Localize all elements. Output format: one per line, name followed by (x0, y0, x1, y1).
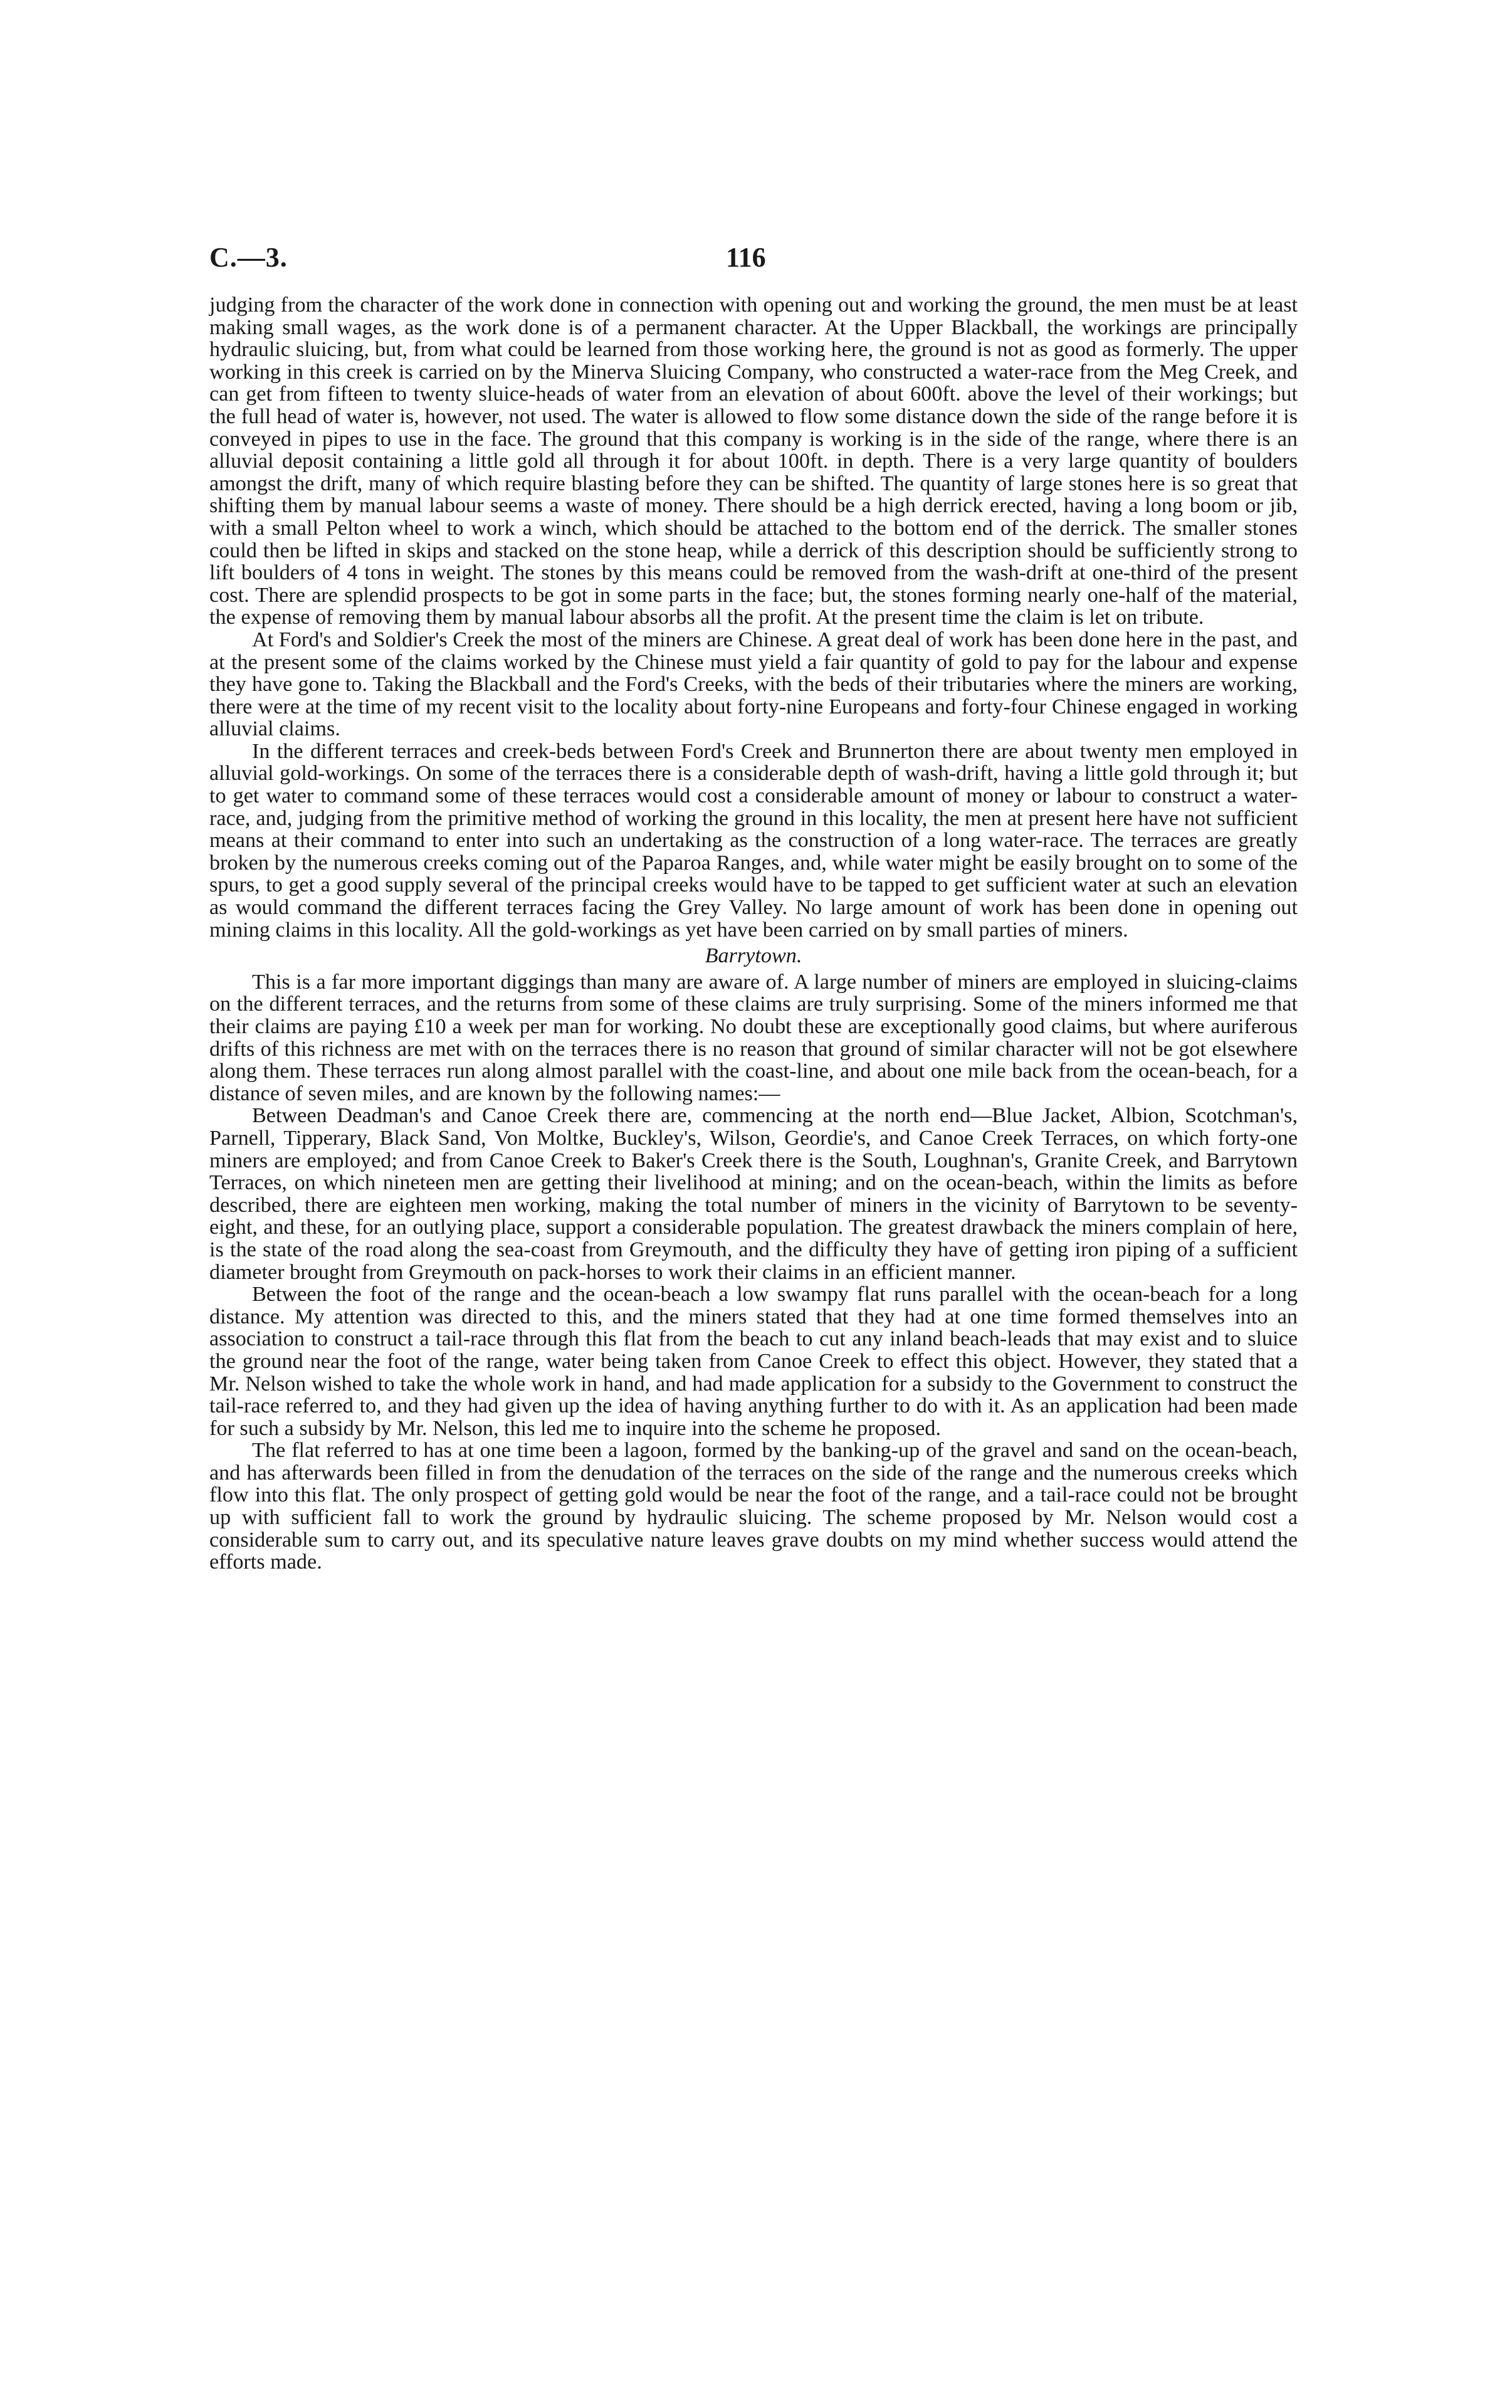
paragraph: In the different terraces and creek-beds between Ford's Creek and Brunnerton there are about twenty men employed in alluvial gold-workings. On some of the terraces there is a considerable depth of wash-drift, having a little gold through it; but to get water to command some of these terraces would cost a considerable amount of money or labour to construct a water-race, and, judging from the primitive method of working the ground in this locality, the men at present here have not sufficient means at their command to enter into such an undertaking as the construction of a long water-race. The terraces are greatly broken by the numerous creeks coming out of the Paparoa Ranges, and, while water might be easily brought on to some of the spurs, to get a good supply several of the principal creeks would have to be tapped to get sufficient water at such an elevation as would command the different terraces facing the Grey Valley. No large amount of work has been done in opening out mining claims in this locality. All the gold-workings as yet have been carried on by small parties of miners. (209, 739, 1298, 942)
paragraph: At Ford's and Soldier's Creek the most of the miners are Chinese. A great deal of work has been done here in the past, and at the present some of the claims worked by the Chinese must yield a fair quantity of gold to pay for the labour and expense they have gone to. Taking the Blackball and the Ford's Creeks, with the beds of their tributaries where the miners are working, there were at the time of my recent visit to the locality about forty-nine Europeans and forty-four Chinese engaged in working alluvial claims. (209, 628, 1298, 741)
body-text (209, 294, 1298, 1574)
section-heading: Barrytown. (705, 944, 802, 968)
document-page (209, 241, 1298, 1574)
paragraph: Between Deadman's and Canoe Creek there are, commencing at the north end—Blue Jacket, Albion, Scotchman's, Parnell, Tipperary, Black Sand, Von Moltke, Buckley's, Wilson, Geordie's, and Canoe Creek Terraces, on which forty-one miners are employed; and from Canoe Creek to Baker's Creek there is the South, Loughnan's, Granite Creek, and Barrytown Terraces, on which nineteen men are getting their livelihood at mining; and on the ocean-beach, within the limits as before described, there are eighteen men working, making the total number of miners in the vicinity of Barrytown to be seventy-eight, and these, for an outlying place, support a considerable population. The greatest drawback the miners complain of here, is the state of the road along the sea-coast from Greymouth, and the difficulty they have of getting iron piping of a sufficient diameter brought from Greymouth on pack-horses to work their claims in an efficient manner. (209, 1104, 1298, 1284)
document-reference: C.—3. (209, 242, 288, 273)
paragraph: Between the foot of the range and the ocean-beach a low swampy flat runs parallel with the ocean-beach for a long distance. My attention was directed to this, and the miners stated that they had at one time formed themselves into an association to construct a tail-race through this flat from the beach to cut any inland beach-leads that may exist and to sluice the ground near the foot of the range, water being taken from Canoe Creek to effect this object. However, they stated that a Mr. Nelson wished to take the whole work in hand, and had made application for a subsidy to the Government to construct the tail-race referred to, and they had given up the idea of having anything further to do with it. As an application had been made for such a subsidy by Mr. Nelson, this led me to inquire into the scheme he proposed. (209, 1283, 1298, 1440)
paragraph: The flat referred to has at one time been a lagoon, formed by the banking-up of the gravel and sand on the ocean-beach, and has afterwards been filled in from the denudation of the terraces on the side of the range and the numerous creeks which flow into this flat. The only prospect of getting gold would be near the foot of the range, and a tail-race could not be brought up with sufficient fall to work the ground by hydraulic sluicing. The scheme proposed by Mr. Nelson would cost a considerable sum to carry out, and its speculative nature leaves grave doubts on my mind whether success would attend the efforts made. (209, 1439, 1298, 1574)
paragraph: This is a far more important diggings than many are aware of. A large number of miners are employed in sluicing-claims on the different terraces, and the returns from some of these claims are truly surprising. Some of the miners informed me that their claims are paying £10 a week per man for working. No doubt these are exceptionally good claims, but where auriferous drifts of this richness are met with on the terraces there is no reason that ground of similar character will not be got elsewhere along them. These terraces run along almost parallel with the coast-line, and about one mile back from the ocean-beach, for a distance of seven miles, and are known by the following names:— (209, 970, 1298, 1105)
page-number: 116 (726, 242, 766, 273)
page-header (209, 241, 1298, 287)
paragraph: judging from the character of the work done in connection with opening out and working the ground, the men must be at least making small wages, as the work done is of a permanent character. At the Upper Blackball, the workings are principally hydraulic sluicing, but, from what could be learned from those working here, the ground is not as good as formerly. The upper working in this creek is carried on by the Minerva Sluicing Company, who constructed a water-race from the Meg Creek, and can get from fifteen to twenty sluice-heads of water from an elevation of about 600ft. above the level of their workings; but the full head of water is, however, not used. The water is allowed to flow some distance down the side of the range before it is conveyed in pipes to use in the face. The ground that this company is working is in the side of the range, where there is an alluvial deposit containing a little gold all through it for about 100ft. in depth. There is a very large quantity of boulders amongst the drift, many of which require blasting before they can be shifted. The quantity of large stones here is so great that shifting them by manual labour seems a waste of money. There should be a high derrick erected, having a long boom or jib, with a small Pelton wheel to work a winch, which should be attached to the bottom end of the derrick. The smaller stones could then be lifted in skips and stacked on the stone heap, while a derrick of this description should be sufficiently strong to lift boulders of 4 tons in weight. The stones by this means could be removed from the wash-drift at one-third of the present cost. There are splendid prospects to be got in some parts in the face; but, the stones forming nearly one-half of the material, the expense of removing them by manual labour absorbs all the profit. At the present time the claim is let on tribute. (209, 293, 1298, 629)
